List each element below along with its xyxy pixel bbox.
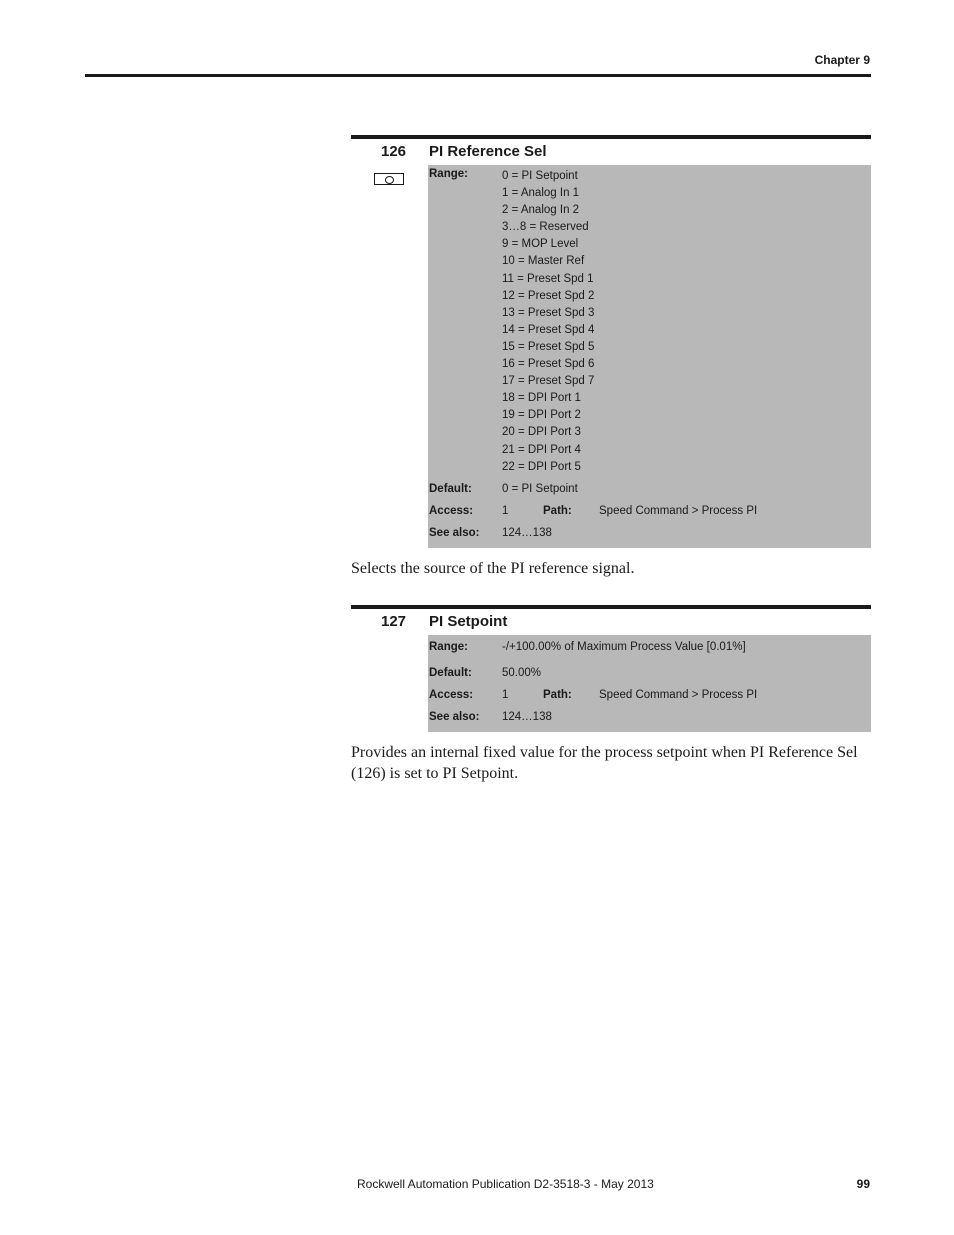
parameter-title: PI Reference Sel <box>429 143 547 160</box>
chapter-label: Chapter 9 <box>814 53 870 67</box>
range-value: 9 = MOP Level <box>502 238 579 251</box>
default-value: 0 = PI Setpoint <box>502 482 578 495</box>
range-value: 20 = DPI Port 3 <box>502 426 581 439</box>
range-row <box>428 168 871 476</box>
header-rule <box>85 74 871 77</box>
range-value: 2 = Analog In 2 <box>502 204 580 217</box>
range-value: 0 = PI Setpoint <box>502 170 578 182</box>
range-value: 15 = Preset Spd 5 <box>502 340 595 353</box>
default-value: 50.00% <box>502 667 542 679</box>
path-value: Speed Command > Process PI <box>599 689 758 701</box>
parameter-table <box>428 635 871 732</box>
access-row <box>428 684 871 706</box>
range-value: 19 = DPI Port 2 <box>502 409 581 422</box>
range-value: 21 = DPI Port 4 <box>502 443 581 456</box>
see-also-row <box>428 706 871 728</box>
range-value: 13 = Preset Spd 3 <box>502 306 595 319</box>
range-value: 16 = Preset Spd 6 <box>502 358 595 371</box>
access-row <box>428 500 871 522</box>
stop-drive-icon <box>374 173 404 185</box>
range-value: 3…8 = Reserved <box>502 221 589 234</box>
see-also-row <box>428 522 871 544</box>
path-label: Path: <box>543 504 572 517</box>
parameter-126-block <box>351 135 871 548</box>
path-value: Speed Command > Process PI <box>599 504 758 517</box>
default-row <box>428 478 871 500</box>
range-row <box>428 638 871 662</box>
range-value: 10 = Master Ref <box>502 255 585 268</box>
access-label: Access: <box>429 689 474 701</box>
see-also-value: 124…138 <box>502 711 552 723</box>
range-value: 22 = DPI Port 5 <box>502 460 581 473</box>
parameter-127-block <box>351 605 871 732</box>
path-label: Path: <box>543 689 572 701</box>
default-row <box>428 662 871 684</box>
range-value: 1 = Analog In 1 <box>502 187 580 200</box>
access-value: 1 <box>502 689 509 701</box>
access-value: 1 <box>502 504 509 517</box>
default-label: Default: <box>429 482 472 495</box>
see-also-label: See also: <box>429 711 480 723</box>
range-label: Range: <box>429 168 468 180</box>
see-also-label: See also: <box>429 526 480 539</box>
parameter-description: Selects the source of the PI reference signal. <box>351 560 635 577</box>
range-label: Range: <box>429 641 468 653</box>
range-value: 12 = Preset Spd 2 <box>502 289 595 302</box>
parameter-table <box>428 165 871 548</box>
page-number: 99 <box>856 1177 870 1191</box>
range-value: 17 = Preset Spd 7 <box>502 375 595 388</box>
parameter-title: PI Setpoint <box>429 613 508 630</box>
range-value: -/+100.00% of Maximum Process Value [0.01%] <box>502 641 746 653</box>
range-value: 18 = DPI Port 1 <box>502 392 581 405</box>
access-label: Access: <box>429 504 474 517</box>
parameter-number: 126 <box>381 143 407 160</box>
parameter-description: Provides an internal fixed value for the process setpoint when PI Reference Sel (126) is set to PI Setpoint. <box>351 744 858 782</box>
parameter-number: 127 <box>381 613 407 630</box>
see-also-value: 124…138 <box>502 526 552 539</box>
range-value: 14 = Preset Spd 4 <box>502 323 595 336</box>
range-value: 11 = Preset Spd 1 <box>502 272 594 285</box>
publication-info: Rockwell Automation Publication D2-3518-3 - May 2013 <box>357 1177 654 1191</box>
default-label: Default: <box>429 667 472 679</box>
